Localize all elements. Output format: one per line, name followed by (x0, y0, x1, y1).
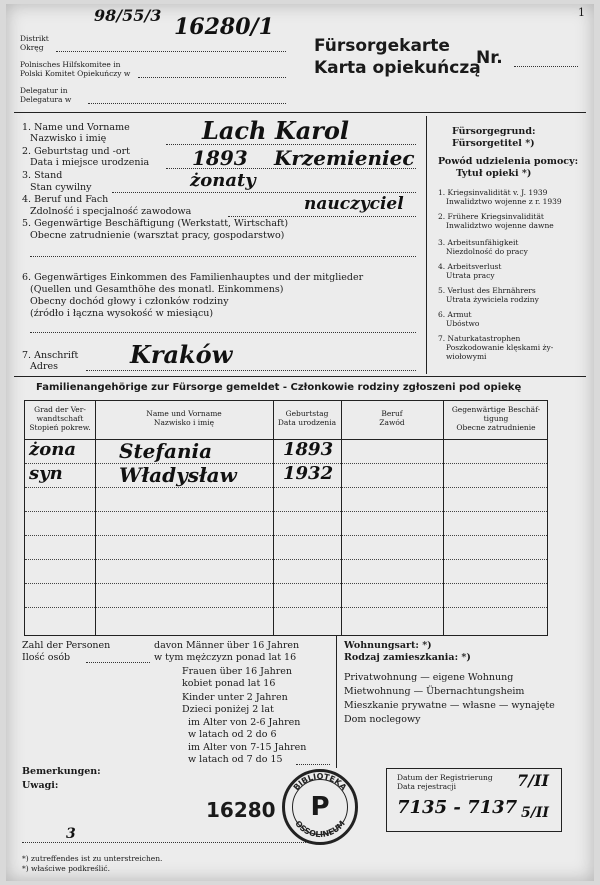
reason-4-pl: Utrata pracy (446, 271, 495, 280)
kobiet-label: kobiet ponad lat 16 (182, 678, 276, 689)
field4-de: 4. Beruf und Fach (22, 194, 109, 205)
reason-6 (438, 310, 479, 328)
field3-de: 3. Stand (22, 170, 63, 181)
field1-de: 1. Name und Vorname (22, 122, 130, 133)
header-relation (25, 405, 95, 443)
table-row-line (25, 535, 547, 536)
header-employment-l1: Gegenwärtige Beschäf- (451, 405, 541, 414)
corner-mark: 1 (578, 6, 585, 19)
alter26-label: im Alter von 2-6 Jahren (188, 717, 301, 728)
header-relation-l2: wandtschaft (36, 414, 84, 423)
counts-divider (336, 636, 337, 768)
title-de: Fürsorgekarte (314, 36, 450, 56)
reason-2-pl: Inwalidztwo wojenne dawne (446, 221, 554, 230)
header-relation-l1: Grad der Ver- (34, 405, 86, 414)
registration-date1: 7/II (517, 771, 549, 790)
table-row-1-year: 1893 (283, 439, 334, 460)
registration-de: Datum der Registrierung (397, 773, 493, 782)
header-employment-l3: Obecne zatrudnienie (456, 423, 536, 432)
alter715-label: im Alter von 7-15 Jahren (188, 742, 307, 753)
table-row-line (25, 607, 547, 608)
manner-label: davon Männer über 16 Jahren (154, 640, 300, 651)
table-row-line (25, 583, 547, 584)
reason-1-pl: Inwalidztwo wojenne z r. 1939 (446, 197, 562, 206)
field2-de: 2. Geburtstag und -ort (22, 146, 130, 157)
delegatura-label: Delegatura w (20, 95, 72, 104)
field5-pl: Obecne zatrudnienie (warsztat pracy, gospodarstwo) (30, 230, 285, 241)
stamp-top-text: BIBLIOTEKA (291, 771, 349, 793)
reason-3-de: 3. Arbeitsunfähigkeit (438, 238, 519, 247)
polski-label: Polski Komitet Opiekuńczy w (20, 69, 131, 78)
table-row-line (25, 511, 547, 512)
housing-line3: Mieszkanie prywatne — własne — wynajęte (344, 700, 555, 711)
header-name-l1: Name und Vorname (146, 409, 222, 418)
field2-line (166, 168, 416, 169)
housing-line1: Privatwohnung — eigene Wohnung (344, 672, 514, 683)
table-row-2-year: 1932 (283, 463, 334, 484)
reason-6-de: 6. Armut (438, 310, 472, 319)
field2-place: Krzemieniec (274, 146, 415, 170)
registration-pl: Data rejestracji (397, 782, 456, 791)
header-name-l2: Nazwisko i imię (153, 418, 215, 427)
nr-label: Nr. (476, 48, 503, 68)
archive-ref: 98/55/3 (94, 6, 162, 25)
field3-value: żonaty (190, 170, 256, 191)
title-pl: Karta opiekuńczą (314, 58, 481, 78)
table-row-1-name: Stefania (119, 439, 213, 463)
okreg-label: Okręg (20, 43, 44, 52)
field3-pl: Stan cywilny (30, 182, 92, 193)
ilosc-line (86, 662, 150, 663)
table-row-2-relation: syn (29, 463, 63, 484)
reason-1-de: 1. Kriegsinvalidität v. J. 1939 (438, 188, 548, 197)
field2-year: 1893 (192, 146, 248, 170)
field1-line (166, 144, 416, 145)
latach715-line (296, 764, 330, 765)
header-profession (341, 409, 443, 447)
stamp-ring-text (282, 769, 358, 845)
field7-pl: Adres (30, 361, 58, 372)
field7-de: 7. Anschrift (22, 350, 79, 361)
reason-3-pl: Niezdolność do pracy (446, 247, 528, 256)
family-divider (14, 376, 586, 377)
delegatura-line (88, 103, 286, 104)
header-employment (443, 405, 549, 443)
reason-6-pl: Ubóstwo (446, 319, 480, 328)
reason-7-pl: Poszkodowanie klęskami ży- (446, 343, 554, 352)
registration-date2: 5/II (521, 805, 549, 821)
field4-value: nauczyciel (304, 194, 404, 214)
reason-7-pl-cont: wiołowymi (446, 352, 487, 361)
handwritten-3: 3 (66, 826, 76, 842)
zahl-label: Zahl der Personen (22, 640, 111, 651)
field6-line3: Obecny dochód głowy i członków rodziny (30, 296, 229, 307)
table-row-line (25, 559, 547, 560)
reason-4 (438, 262, 501, 280)
header-profession-l1: Beruf (381, 409, 403, 418)
field5-de: 5. Gegenwärtige Beschäftigung (Werkstatt, Wirtschaft) (22, 218, 289, 229)
field6-line4: (źródło i łączna wysokość w miesiącu) (30, 308, 214, 319)
mezcz-label: w tym mężczyzn ponad lat 16 (154, 652, 297, 663)
header-relation-l3: Stopień pokrew. (29, 423, 91, 432)
welfare-card (6, 4, 594, 881)
field2-pl: Data i miejsce urodzenia (30, 157, 150, 168)
housing-art: Wohnungsart: *) (344, 640, 432, 651)
registration-numbers: 7135 - 7137 (397, 797, 518, 818)
grund-title: Fürsorgetitel *) (452, 138, 535, 149)
reason-7 (438, 334, 553, 361)
polnisches-label: Polnisches Hilfskomitee in (20, 60, 121, 69)
table-row-1-relation: żona (29, 439, 76, 460)
field1-value: Lach Karol (202, 116, 350, 145)
dzieci-label: Dzieci poniżej 2 lat (182, 704, 274, 715)
reason-7-de: 7. Naturkatastrophen (438, 334, 521, 343)
remarks-pl: Uwagi: (22, 780, 59, 791)
latach715-label: w latach od 7 do 15 (188, 754, 283, 765)
reason-4-de: 4. Arbeitsverlust (438, 262, 502, 271)
reason-1 (438, 188, 562, 206)
frauen-label: Frauen über 16 Jahren (182, 666, 293, 677)
distrikt-label: Distrikt (20, 34, 49, 43)
header-employment-l2: tigung (483, 414, 509, 423)
svg-text:BIBLIOTEKA (292, 772, 349, 793)
header-birth-l1: Geburtstag (285, 409, 329, 418)
right-divider (426, 116, 427, 374)
family-table (24, 400, 548, 636)
delegatur-label: Delegatur in (20, 86, 68, 95)
reason-5 (438, 286, 539, 304)
field7-value: Kraków (130, 340, 233, 369)
okreg-line (56, 51, 286, 52)
remarks-de: Bemerkungen: (22, 766, 101, 777)
field6-line (30, 332, 416, 333)
nr-line (514, 66, 578, 67)
table-row-2-name: Władysław (119, 463, 237, 487)
housing-rodzaj: Rodzaj zamieszkania: *) (344, 652, 471, 663)
stamp-center: P (292, 779, 348, 835)
field5-line (30, 256, 416, 257)
footnote-de: *) zutreffendes ist zu unterstreichen. (22, 854, 163, 863)
field1-pl: Nazwisko i imię (30, 133, 107, 144)
kinder-label: Kinder unter 2 Jahren (182, 692, 288, 703)
table-row-line (25, 487, 547, 488)
field6-line2: (Quellen und Gesamthöhe des monatl. Einkommens) (30, 284, 284, 295)
svg-text:OSSOLINEUM (293, 819, 347, 839)
header-profession-l2: Zawód (379, 418, 405, 427)
field4-pl: Zdolność i specjalność zawodowa (30, 206, 192, 217)
field6-line1: 6. Gegenwärtiges Einkommen des Familienhauptes und der mitglieder (22, 272, 364, 283)
field7-line (86, 370, 416, 371)
reason-3 (438, 238, 528, 256)
stamp-bottom-text: OSSOLINEUM (293, 818, 347, 840)
tytul-label: Tytuł opieki *) (456, 168, 532, 179)
field4-line (228, 216, 416, 217)
housing-line2: Mietwohnung — Übernachtungsheim (344, 686, 525, 697)
grund-label: Fürsorgegrund: (452, 126, 536, 137)
remarks-line (22, 842, 322, 843)
field3-line (112, 192, 416, 193)
header-divider (14, 112, 586, 113)
reason-5-de: 5. Verlust des Ehrnährers (438, 286, 536, 295)
header-birth-l2: Data urodzenia (277, 418, 337, 427)
card-number-handwritten: 16280/1 (174, 14, 274, 40)
footnote-pl: *) właściwe podkreślić. (22, 864, 110, 873)
polski-line (138, 77, 286, 78)
library-stamp (282, 769, 358, 845)
reason-2-de: 2. Frühere Kriegsinvalidität (438, 212, 544, 221)
powod-label: Powód udzielenia pomocy: (438, 156, 579, 167)
registration-box (386, 768, 562, 832)
ilosc-label: Ilość osób (22, 652, 71, 663)
family-heading: Familienangehörige zur Fürsorge gemeldet - Członkowie rodziny zgłoszeni pod opiekę (36, 382, 522, 393)
reason-5-pl: Utrata żywiciela rodziny (446, 295, 539, 304)
latach26-label: w latach od 2 do 6 (188, 729, 277, 740)
reason-2 (438, 212, 554, 230)
housing-line4: Dom noclegowy (344, 714, 421, 725)
stamp-number: 16280 (206, 798, 276, 822)
